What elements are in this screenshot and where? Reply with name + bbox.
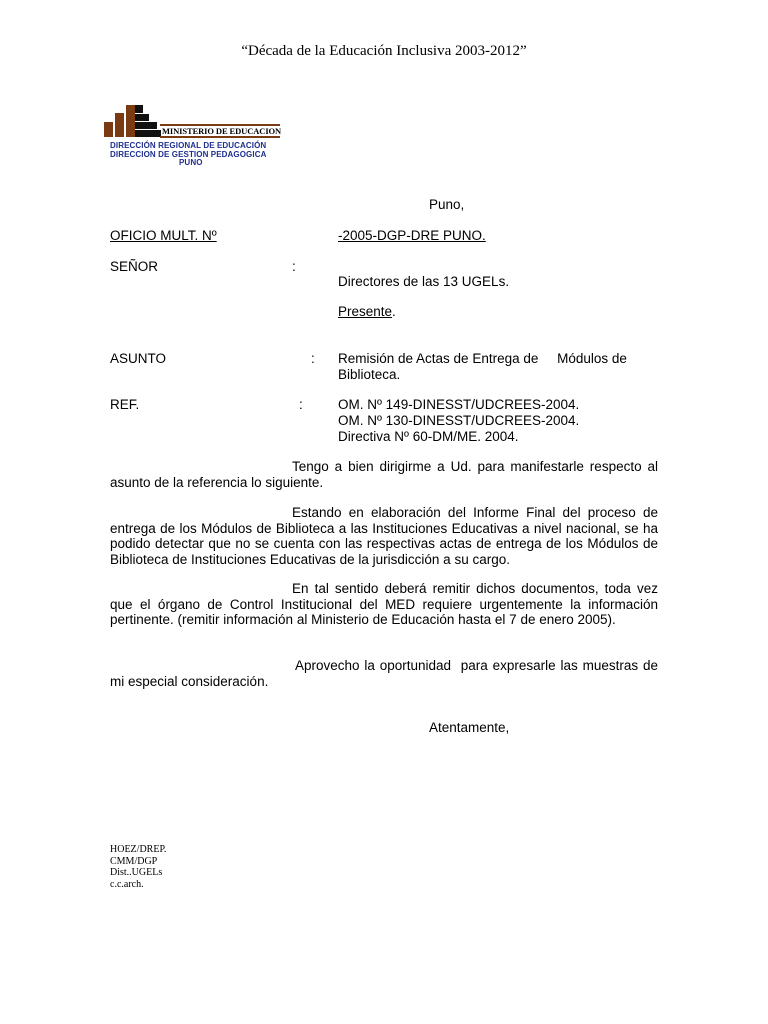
oficio-number: -2005-DGP-DRE PUNO.: [338, 228, 486, 243]
presente-word: Presente: [338, 304, 393, 319]
ref-label: REF.: [110, 397, 140, 412]
presente-line: [338, 304, 396, 320]
paragraph-text: En tal sentido deberá remitir dichos documentos, toda vez que el órgano de Control Institucional del MED requiere urgentemente la información pertinente. (remitir información al Ministerio de Educación hasta el 7 de enero 2005).: [110, 581, 658, 628]
ref-item: OM. Nº 130-DINESST/UDCREES-2004.: [338, 413, 580, 428]
presente-period: .: [392, 304, 396, 319]
senor-colon: :: [292, 259, 296, 274]
footer-line: CMM/DGP: [110, 855, 158, 867]
letter-place: Puno,: [429, 197, 465, 212]
footer-line: c.c.arch.: [110, 878, 144, 890]
ministry-emblem-icon: [104, 104, 164, 138]
asunto-line-2: Biblioteca.: [338, 367, 401, 382]
senor-label: SEÑOR: [110, 259, 159, 274]
oficio-label: OFICIO MULT. Nº: [110, 228, 217, 243]
ministry-name: MINISTERIO DE EDUCACION: [162, 126, 282, 136]
ref-item: Directiva Nº 60-DM/ME. 2004.: [338, 429, 519, 444]
ref-colon: :: [299, 397, 303, 412]
paragraph-text: Tengo a bien dirigirme a Ud. para manifestarle respecto al asunto de la referencia lo siguiente.: [110, 459, 658, 490]
asunto-label: ASUNTO: [110, 351, 167, 366]
recipient: Directores de las 13 UGELs.: [338, 274, 510, 289]
body-paragraph-4: [110, 658, 662, 689]
asunto-colon: :: [311, 351, 315, 366]
body-paragraph-3: [110, 581, 658, 628]
dir-regional-line: DIRECCIÓN REGIONAL DE EDUCACIÓN: [110, 141, 267, 150]
body-paragraph-1: [110, 459, 658, 490]
footer-line: Dist..UGELs: [110, 867, 163, 878]
closing: Atentamente,: [429, 720, 510, 735]
ministry-rule-bottom: [160, 136, 280, 138]
asunto-line-1: Remisión de Actas de Entrega de Módulos de: [338, 351, 627, 366]
footer-line: HOEZ/DREP.: [110, 844, 167, 855]
footer-initials: [110, 844, 166, 890]
body-paragraph-2: [110, 505, 658, 567]
paragraph-text: Estando en elaboración del Informe Final del proceso de entrega de los Módulos de Biblioteca a las Instituciones Educativas a nivel nacional, se ha podido detectar que no se cuenta con las respectivas actas de entrega de los Módulos de Biblioteca de Instituciones Educativas de la jurisdicción a su cargo.: [110, 505, 658, 567]
dir-gestion-line: DIRECCION DE GESTION PEDAGOGICA: [110, 150, 267, 159]
ref-item: OM. Nº 149-DINESST/UDCREES-2004.: [338, 397, 580, 412]
header-motto: “Década de la Educación Inclusiva 2003-2012”: [241, 43, 527, 59]
dir-puno-line: PUNO: [179, 158, 203, 167]
paragraph-text: Aprovecho la oportunidad para expresarle las muestras de mi especial consideración.: [110, 658, 662, 689]
ministry-logo: [104, 104, 284, 170]
